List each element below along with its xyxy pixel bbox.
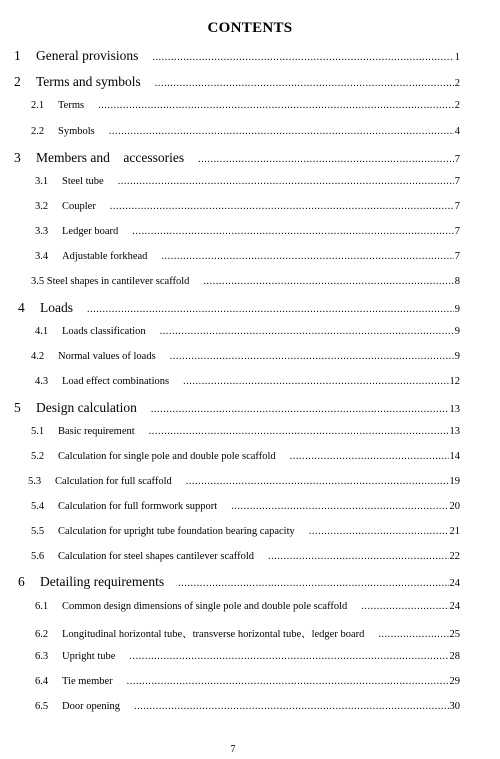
dot-leader <box>361 601 448 612</box>
entry-label: Symbols <box>58 126 95 137</box>
dot-leader <box>87 304 454 315</box>
entry-label: Tie member <box>62 676 113 687</box>
entry-label: Calculation for upright tube foundation bearing capacity <box>58 526 295 537</box>
dot-leader <box>134 701 448 712</box>
entry-page: 19 <box>449 476 460 487</box>
entry-label: Ledger board <box>62 226 119 237</box>
page-number: 7 <box>230 744 236 755</box>
entry-label: General provisions <box>36 48 139 63</box>
entry-number: 6.5 <box>35 701 49 712</box>
entry-number: 6.2 <box>35 629 49 640</box>
entry-page: 24 <box>449 578 460 589</box>
dot-leader <box>98 100 454 111</box>
entry-number: 5 <box>14 400 21 415</box>
entry-page: 8 <box>454 276 460 287</box>
entry-page: 29 <box>449 676 460 687</box>
entry-label: Terms <box>58 100 85 111</box>
entry-page: 7 <box>454 176 460 187</box>
toc-entry-3-5 <box>31 276 460 287</box>
toc-entry-5 <box>14 400 460 416</box>
toc-entry-6-1 <box>35 601 460 612</box>
entry-label: Load effect combinations <box>62 376 170 387</box>
entry-page: 7 <box>454 154 460 165</box>
entry-label: Loads classification <box>62 326 146 337</box>
dot-leader <box>152 52 453 63</box>
entry-number: 5.4 <box>31 501 45 512</box>
toc-entry-1 <box>14 48 460 64</box>
entry-label: Longitudinal horizontal tube、transverse horizontal tube、ledger board <box>62 629 365 640</box>
entry-label: Calculation for full formwork support <box>58 501 218 512</box>
entry-page: 21 <box>449 526 460 537</box>
toc-entry-4-1 <box>35 326 460 337</box>
entry-label: Coupler <box>62 201 96 212</box>
entry-label: Terms and symbols <box>36 74 141 89</box>
entry-label: Common design dimensions of single pole and double pole scaffold <box>62 601 348 612</box>
dot-leader <box>170 351 454 362</box>
dot-leader <box>203 276 453 287</box>
entry-number: 2.2 <box>31 126 45 137</box>
entry-label: Basic requirement <box>58 426 135 437</box>
contents-title: CONTENTS <box>207 20 293 36</box>
toc-entry-4 <box>18 300 460 316</box>
entry-page: 25 <box>449 629 460 640</box>
dot-leader <box>183 376 448 387</box>
toc-entry-5-3 <box>28 476 460 487</box>
dot-leader <box>378 629 448 640</box>
entry-number: 3.4 <box>35 251 49 262</box>
entry-number: 3.2 <box>35 201 49 212</box>
entry-page: 2 <box>454 100 460 111</box>
dot-leader <box>309 526 449 537</box>
dot-leader <box>110 201 454 212</box>
dot-leader <box>178 578 448 589</box>
toc-entry-3-4 <box>35 251 460 262</box>
entry-label: Adjustable forkhead <box>62 251 148 262</box>
dot-leader <box>118 176 454 187</box>
toc-entry-5-5 <box>31 526 460 537</box>
entry-number: 4 <box>18 300 25 315</box>
entry-label: Calculation for steel shapes cantilever scaffold <box>58 551 255 562</box>
entry-page: 14 <box>449 451 460 462</box>
dot-leader <box>161 251 453 262</box>
toc-entry-3-1 <box>35 176 460 187</box>
toc-entry-4-3 <box>35 376 460 387</box>
entry-label: 3.5 Steel shapes in cantilever scaffold <box>31 276 190 287</box>
entry-page: 12 <box>449 376 460 387</box>
dot-leader <box>231 501 448 512</box>
toc-entry-6-2 <box>35 626 460 641</box>
toc-entry-2-1 <box>31 100 460 111</box>
entry-label: Design calculation <box>36 400 137 415</box>
entry-page: 20 <box>449 501 460 512</box>
entry-number: 5.5 <box>31 526 45 537</box>
dot-leader <box>290 451 449 462</box>
toc-entry-6-4 <box>35 676 460 687</box>
entry-number: 1 <box>14 48 21 63</box>
entry-page: 22 <box>449 551 460 562</box>
dot-leader <box>186 476 449 487</box>
toc-entry-2-2 <box>31 126 460 137</box>
entry-page: 9 <box>454 351 460 362</box>
entry-label: Detailing requirements <box>40 574 165 589</box>
toc-entry-6 <box>18 574 460 590</box>
toc-entry-3-3 <box>35 226 460 237</box>
entry-number: 3.1 <box>35 176 49 187</box>
entry-page: 13 <box>449 426 460 437</box>
entry-number: 2.1 <box>31 100 45 111</box>
toc-entry-6-3 <box>35 651 460 662</box>
entry-number: 6.1 <box>35 601 49 612</box>
entry-page: 4 <box>454 126 460 137</box>
entry-label: Calculation for full scaffold <box>55 476 172 487</box>
toc-entry-5-4 <box>31 501 460 512</box>
entry-number: 3.3 <box>35 226 49 237</box>
toc-entry-2 <box>14 74 460 90</box>
toc-entry-5-2 <box>31 451 460 462</box>
entry-label: Members and accessories <box>36 150 185 165</box>
toc-entry-6-5 <box>35 701 460 712</box>
entry-page: 7 <box>454 251 460 262</box>
entry-page: 24 <box>449 601 460 612</box>
entry-page: 7 <box>454 226 460 237</box>
dot-leader <box>109 126 454 137</box>
entry-number: 5.3 <box>28 476 42 487</box>
entry-label: Door opening <box>62 701 121 712</box>
dot-leader <box>129 651 448 662</box>
dot-leader <box>127 676 449 687</box>
entry-label: Normal values of loads <box>58 351 156 362</box>
entry-page: 7 <box>454 201 460 212</box>
dot-leader <box>160 326 454 337</box>
entry-number: 5.6 <box>31 551 45 562</box>
entry-label: Loads <box>40 300 73 315</box>
entry-page: 13 <box>449 404 460 415</box>
dot-leader <box>149 426 449 437</box>
dot-leader <box>268 551 448 562</box>
entry-number: 3 <box>14 150 21 165</box>
entry-page: 9 <box>454 326 460 337</box>
toc-entry-4-2 <box>31 351 460 362</box>
entry-label: Steel tube <box>62 176 104 187</box>
entry-page: 30 <box>449 701 460 712</box>
entry-number: 6 <box>18 574 25 589</box>
entry-page: 1 <box>454 52 460 63</box>
toc-entry-5-1 <box>31 426 460 437</box>
entry-page: 28 <box>449 651 460 662</box>
dot-leader <box>155 78 454 89</box>
dot-leader <box>198 154 454 165</box>
entry-number: 5.2 <box>31 451 45 462</box>
entry-number: 4.3 <box>35 376 49 387</box>
toc-entry-5-6 <box>31 551 460 562</box>
entry-number: 4.1 <box>35 326 49 337</box>
toc-entry-3-2 <box>35 201 460 212</box>
entry-number: 6.3 <box>35 651 49 662</box>
dot-leader <box>132 226 453 237</box>
dot-leader <box>151 404 449 415</box>
entry-page: 2 <box>454 78 460 89</box>
entry-number: 6.4 <box>35 676 49 687</box>
entry-label: Calculation for single pole and double pole scaffold <box>58 451 276 462</box>
entry-number: 4.2 <box>31 351 45 362</box>
entry-number: 5.1 <box>31 426 45 437</box>
toc-entry-3 <box>14 150 460 166</box>
entry-number: 2 <box>14 74 21 89</box>
entry-label: Upright tube <box>62 651 116 662</box>
entry-page: 9 <box>454 304 460 315</box>
